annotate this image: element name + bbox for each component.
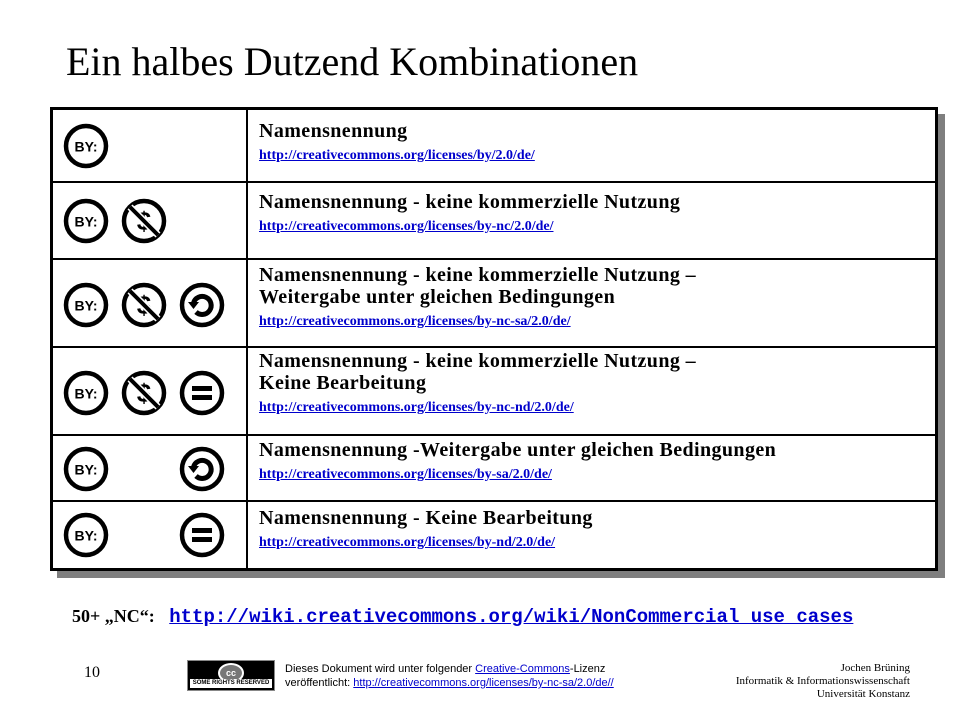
- author-department: Informatik & Informationswissenschaft: [735, 675, 910, 687]
- license-text: [259, 439, 925, 484]
- nc-note-link[interactable]: http://wiki.creativecommons.org/wiki/NonCommercial_use_cases: [169, 606, 854, 628]
- by-icon: [63, 446, 109, 492]
- license-row-by-nd: [53, 502, 935, 568]
- cc-license-badge[interactable]: [187, 660, 275, 691]
- license-icons: [53, 348, 248, 434]
- license-text: [259, 507, 925, 552]
- license-link[interactable]: http://creativecommons.org/licenses/by-nd/2.0/de/: [259, 535, 556, 550]
- license-notice-line1: Dieses Dokument wird unter folgender Creative-Commons-Lizenz: [285, 663, 606, 675]
- license-text: [259, 350, 925, 417]
- no-dollar-icon: [121, 198, 167, 244]
- share-alike-icon: [179, 446, 225, 492]
- license-icons: [53, 502, 248, 568]
- no-dollar-icon: [121, 282, 167, 328]
- cc-logo-icon: cc: [218, 663, 244, 683]
- license-label: Namensnennung: [259, 120, 408, 142]
- license-icons: [53, 436, 248, 500]
- license-text: [259, 120, 925, 165]
- cc-link[interactable]: Creative-Commons: [475, 663, 570, 675]
- license-row-by-sa: [53, 436, 935, 502]
- equals-icon: [179, 370, 225, 416]
- license-link[interactable]: http://creativecommons.org/licenses/by-sa/2.0/de/: [259, 467, 552, 482]
- by-icon: [63, 370, 109, 416]
- license-url-link[interactable]: http://creativecommons.org/licenses/by-nc-sa/2.0/de//: [353, 677, 614, 689]
- license-label: Namensnennung -Weitergabe unter gleichen Bedingungen: [259, 439, 777, 461]
- license-label-line2: Keine Bearbeitung: [259, 372, 427, 394]
- no-dollar-icon: [121, 370, 167, 416]
- page-number: 10: [84, 664, 100, 681]
- license-row-by-nc: [53, 183, 935, 260]
- by-icon: [63, 282, 109, 328]
- license-icons: [53, 183, 248, 258]
- nc-note-prefix: 50+ „NC“:: [72, 606, 155, 626]
- license-label: Namensnennung - Keine Bearbeitung: [259, 507, 593, 529]
- share-alike-icon: [179, 282, 225, 328]
- license-text: [259, 264, 925, 331]
- license-label-line1: Namensnennung - keine kommerzielle Nutzung –: [259, 350, 697, 372]
- by-icon: [63, 512, 109, 558]
- license-label-line1: Namensnennung - keine kommerzielle Nutzung –: [259, 264, 697, 286]
- license-text: [259, 191, 925, 236]
- license-notice: [285, 662, 614, 690]
- license-label-line2: Weitergabe unter gleichen Bedingungen: [259, 286, 616, 308]
- license-table: [50, 107, 938, 571]
- author-block: [736, 662, 910, 701]
- license-link[interactable]: http://creativecommons.org/licenses/by/2.0/de/: [259, 148, 535, 163]
- nc-note: [72, 604, 853, 629]
- license-icons: [53, 110, 248, 181]
- license-label: Namensnennung - keine kommerzielle Nutzung: [259, 191, 681, 213]
- some-rights-reserved-text: SOME RIGHTS RESERVED: [190, 679, 272, 688]
- license-notice-line2: veröffentlicht: http://creativecommons.org/licenses/by-nc-sa/2.0/de//: [285, 677, 614, 689]
- license-link[interactable]: http://creativecommons.org/licenses/by-nc-sa/2.0/de/: [259, 314, 571, 329]
- by-icon: [63, 123, 109, 169]
- author-name: Jochen Brüning: [840, 662, 910, 674]
- slide-title: Ein halbes Dutzend Kombinationen: [66, 39, 639, 84]
- by-icon: [63, 198, 109, 244]
- license-row-by-nc-sa: [53, 260, 935, 348]
- license-link[interactable]: http://creativecommons.org/licenses/by-nc/2.0/de/: [259, 219, 554, 234]
- author-university: Universität Konstanz: [816, 688, 910, 700]
- equals-icon: [179, 512, 225, 558]
- license-row-by-nc-nd: [53, 348, 935, 436]
- license-link[interactable]: http://creativecommons.org/licenses/by-nc-nd/2.0/de/: [259, 400, 574, 415]
- license-icons: [53, 260, 248, 346]
- license-row-by: [53, 110, 935, 183]
